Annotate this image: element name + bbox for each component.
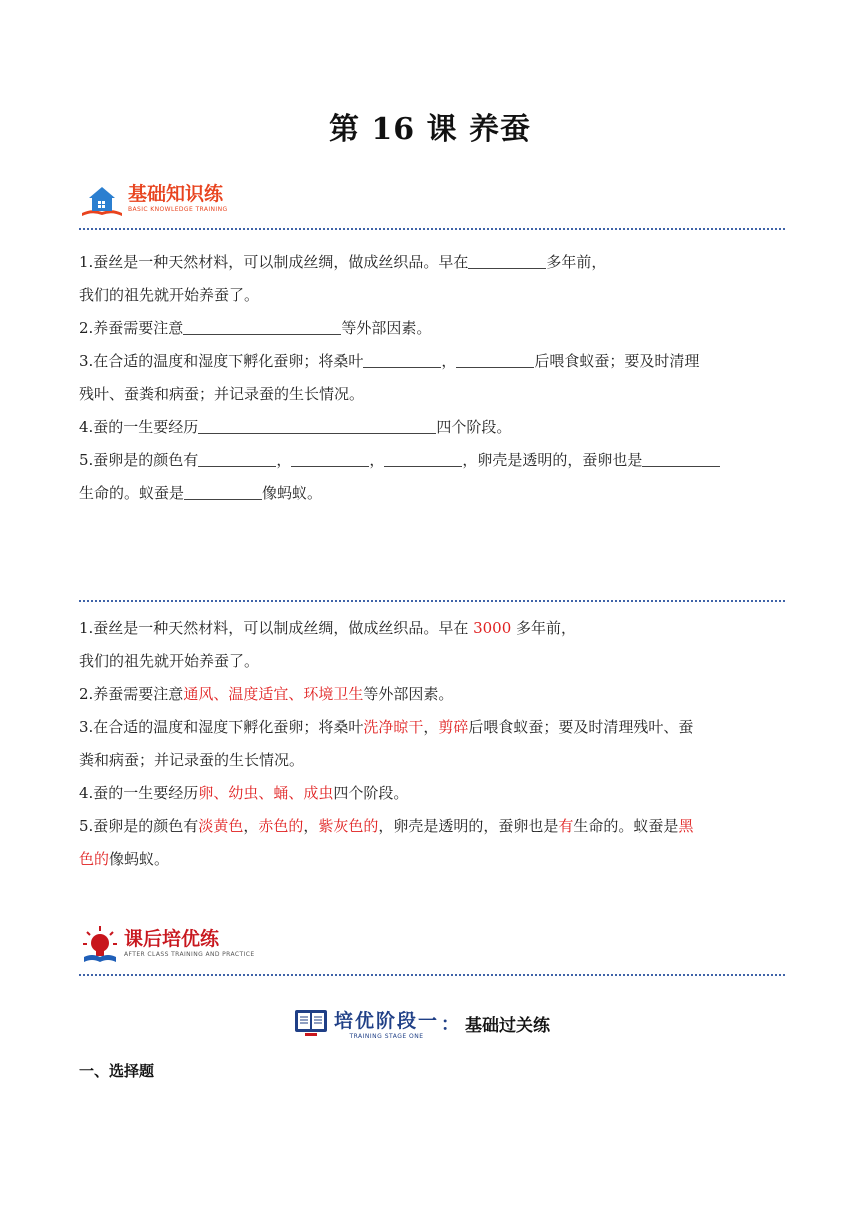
answer-blank[interactable] <box>291 448 369 467</box>
question-4: 4.蚕的一生要经历 四个阶段。 <box>79 411 789 444</box>
question-3: 3.在合适的温度和湿度下孵化蚕卵；将桑叶 ， 后喂食蚁蚕；要及时清理 <box>79 345 789 378</box>
banner-title: 课后培优练 <box>124 928 220 950</box>
answer-blank[interactable] <box>363 349 441 368</box>
answer-2: 2.养蚕需要注意通风、温度适宜、环境卫生等外部因素。 <box>79 685 454 703</box>
basic-knowledge-banner <box>80 181 228 217</box>
questions-block <box>79 246 789 510</box>
house-book-icon <box>80 181 124 217</box>
answers-block <box>79 612 789 876</box>
stage-label: 基础过关练 <box>465 1015 551 1036</box>
answer-blank[interactable] <box>642 448 720 467</box>
page-title: 第 16 课 养蚕 <box>328 112 532 147</box>
banner-title: 基础知识练 <box>128 183 224 205</box>
stage-title: 培优阶段一 <box>334 1010 440 1032</box>
answer-blank[interactable] <box>456 349 534 368</box>
answer-5: 5.蚕卵是的颜色有淡黄色，赤色的，紫灰色的，卵壳是透明的，蚕卵也是有生命的。蚁蚕是黑 <box>79 817 694 835</box>
stage-colon: ： <box>441 1014 460 1035</box>
answer-blank[interactable] <box>198 448 276 467</box>
answer-blank[interactable] <box>183 316 341 335</box>
after-class-banner <box>80 924 255 964</box>
answer-1-cont: 我们的祖先就开始养蚕了。 <box>79 652 260 670</box>
lightbulb-icon <box>80 924 120 964</box>
question-1-cont: 我们的祖先就开始养蚕了。 <box>79 286 260 304</box>
answer-1: 1.蚕丝是一种天然材料，可以制成丝绸，做成丝织品。早在 3000 多年前， <box>79 619 577 637</box>
answer-5-cont: 色的像蚂蚁。 <box>79 850 170 868</box>
divider <box>79 974 785 976</box>
question-5-cont: 生命的。蚁蚕是 像蚂蚁。 <box>79 477 789 510</box>
answer-4: 4.蚕的一生要经历卵、幼虫、蛹、成虫四个阶段。 <box>79 784 409 802</box>
divider <box>79 228 785 230</box>
section-heading: 一、选择题 <box>79 1062 155 1080</box>
answer-blank[interactable] <box>198 415 436 434</box>
answer-blank[interactable] <box>184 481 262 500</box>
divider <box>79 600 785 602</box>
question-3-cont: 残叶、蚕粪和病蚕；并记录蚕的生长情况。 <box>79 385 365 403</box>
question-1: 1.蚕丝是一种天然材料，可以制成丝绸，做成丝织品。早在 多年前， <box>79 246 789 279</box>
answer-3: 3.在合适的温度和湿度下孵化蚕卵；将桑叶洗净晾干，剪碎后喂食蚁蚕；要及时清理残叶、蚕 <box>79 718 694 736</box>
stage-subtitle: TRAINING STAGE ONE <box>349 1033 424 1040</box>
banner-subtitle: BASIC KNOWLEDGE TRAINING <box>128 206 228 213</box>
question-2: 2.养蚕需要注意 等外部因素。 <box>79 312 789 345</box>
banner-subtitle: AFTER CLASS TRAINING AND PRACTICE <box>124 951 255 958</box>
question-5: 5.蚕卵是的颜色有 ， ， ，卵壳是透明的，蚕卵也是 <box>79 444 789 477</box>
answer-3-cont: 粪和病蚕；并记录蚕的生长情况。 <box>79 751 305 769</box>
book-monitor-icon <box>294 1008 328 1038</box>
answer-blank[interactable] <box>384 448 462 467</box>
answer-blank[interactable] <box>468 250 546 269</box>
stage-header <box>294 1006 550 1040</box>
